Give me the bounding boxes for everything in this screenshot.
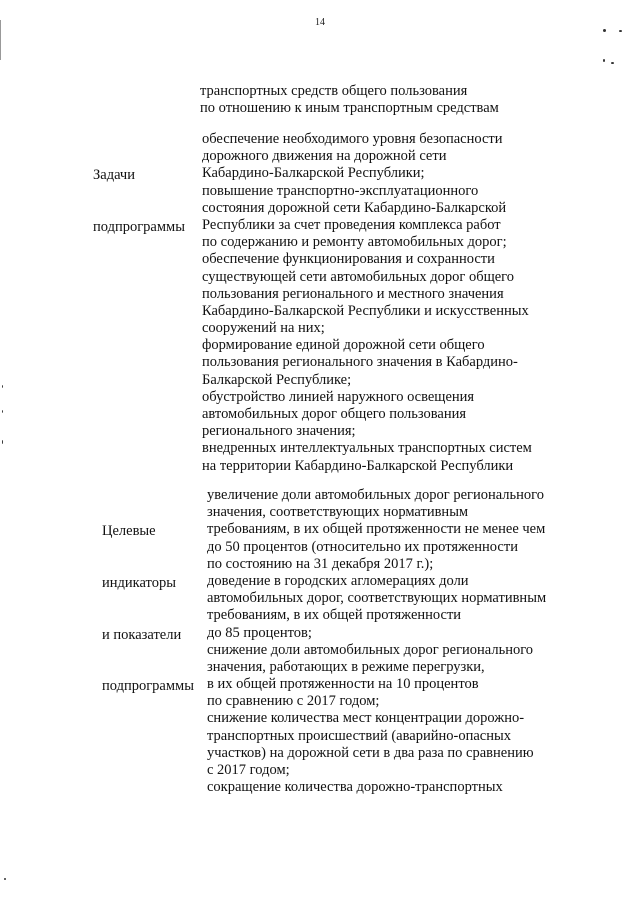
tasks-line: на территории Кабардино-Балкарской Республики [202, 457, 514, 474]
indicators-line: требованиям, в их общей протяженности не менее чем [207, 521, 546, 538]
indicators-label [102, 489, 194, 730]
indicators-line: снижение количества мест концентрации дорожно- [207, 710, 525, 727]
tasks-line: регионального значения; [202, 423, 356, 440]
tasks-line: Кабардино-Балкарской Республики; [202, 165, 425, 182]
indicators-text [207, 487, 546, 796]
scan-edge-line [0, 20, 1, 60]
continuation-line: транспортных средств общего пользования [200, 83, 468, 99]
indicators-line: снижение доли автомобильных дорог регионального [207, 641, 534, 658]
tasks-line: обеспечение необходимого уровня безопасности [202, 131, 503, 147]
page-number: 14 [315, 17, 325, 28]
indicators-line: требованиям, в их общей протяженности [207, 607, 462, 624]
continuation-text [200, 83, 499, 117]
tasks-label [93, 133, 185, 271]
tasks-line: Республики за счет проведения комплекса работ [202, 216, 501, 233]
tasks-line: пользования регионального и местного значения [202, 285, 504, 302]
tasks-line: состояния дорожной сети Кабардино-Балкарской [202, 199, 507, 216]
tasks-line: пользования регионального значения в Кабардино- [202, 354, 518, 371]
tasks-line: обеспечение функционирования и сохранности [202, 251, 495, 268]
tasks-line: повышение транспортно-эксплуатационного [202, 182, 479, 199]
indicators-line: доведение в городских агломерациях доли [207, 572, 469, 589]
indicators-line: значения, работающих в режиме перегрузки, [207, 658, 485, 675]
tasks-line: формирование единой дорожной сети общего [202, 337, 485, 354]
indicators-line: автомобильных дорог, соответствующих нормативным [207, 590, 547, 607]
indicators-line: до 50 процентов (относительно их протяженности [207, 538, 518, 555]
tasks-line: по содержанию и ремонту автомобильных дорог; [202, 234, 507, 251]
tasks-line: сооружений на них; [202, 320, 325, 337]
tasks-label-line: подпрограммы [93, 219, 185, 235]
tasks-line: обустройство линией наружного освещения [202, 388, 475, 405]
tasks-label-line: Задачи [93, 167, 135, 184]
indicators-label-line: подпрограммы [102, 678, 194, 695]
indicators-line: значения, соответствующих нормативным [207, 504, 469, 521]
indicators-line: по состоянию на 31 декабря 2017 г.); [207, 555, 434, 572]
indicators-label-line: Целевые [102, 523, 156, 540]
indicators-label-line: и показатели [102, 626, 182, 643]
indicators-line: сокращение количества дорожно-транспортных [207, 779, 503, 796]
indicators-line: до 85 процентов; [207, 624, 312, 641]
tasks-line: внедренных интеллектуальных транспортных систем [202, 440, 532, 457]
tasks-line: автомобильных дорог общего пользования [202, 406, 467, 422]
indicators-label-line: индикаторы [102, 575, 176, 591]
indicators-line: по сравнению с 2017 годом; [207, 693, 380, 710]
tasks-text [202, 131, 532, 475]
indicators-line: транспортных происшествий (аварийно-опасных [207, 727, 511, 744]
tasks-line: Балкарской Республике; [202, 371, 352, 388]
tasks-line: существующей сети автомобильных дорог общего [202, 268, 515, 285]
indicators-line: в их общей протяженности на 10 процентов [207, 676, 479, 693]
indicators-line: увеличение доли автомобильных дорог регионального [207, 487, 544, 503]
tasks-line: дорожного движения на дорожной сети [202, 148, 447, 165]
tasks-line: Кабардино-Балкарской Республики и искусственных [202, 302, 529, 319]
indicators-line: участков) на дорожной сети в два раза по сравнению [207, 744, 534, 761]
continuation-line: по отношению к иным транспортным средствам [200, 100, 499, 117]
indicators-line: с 2017 годом; [207, 762, 290, 778]
